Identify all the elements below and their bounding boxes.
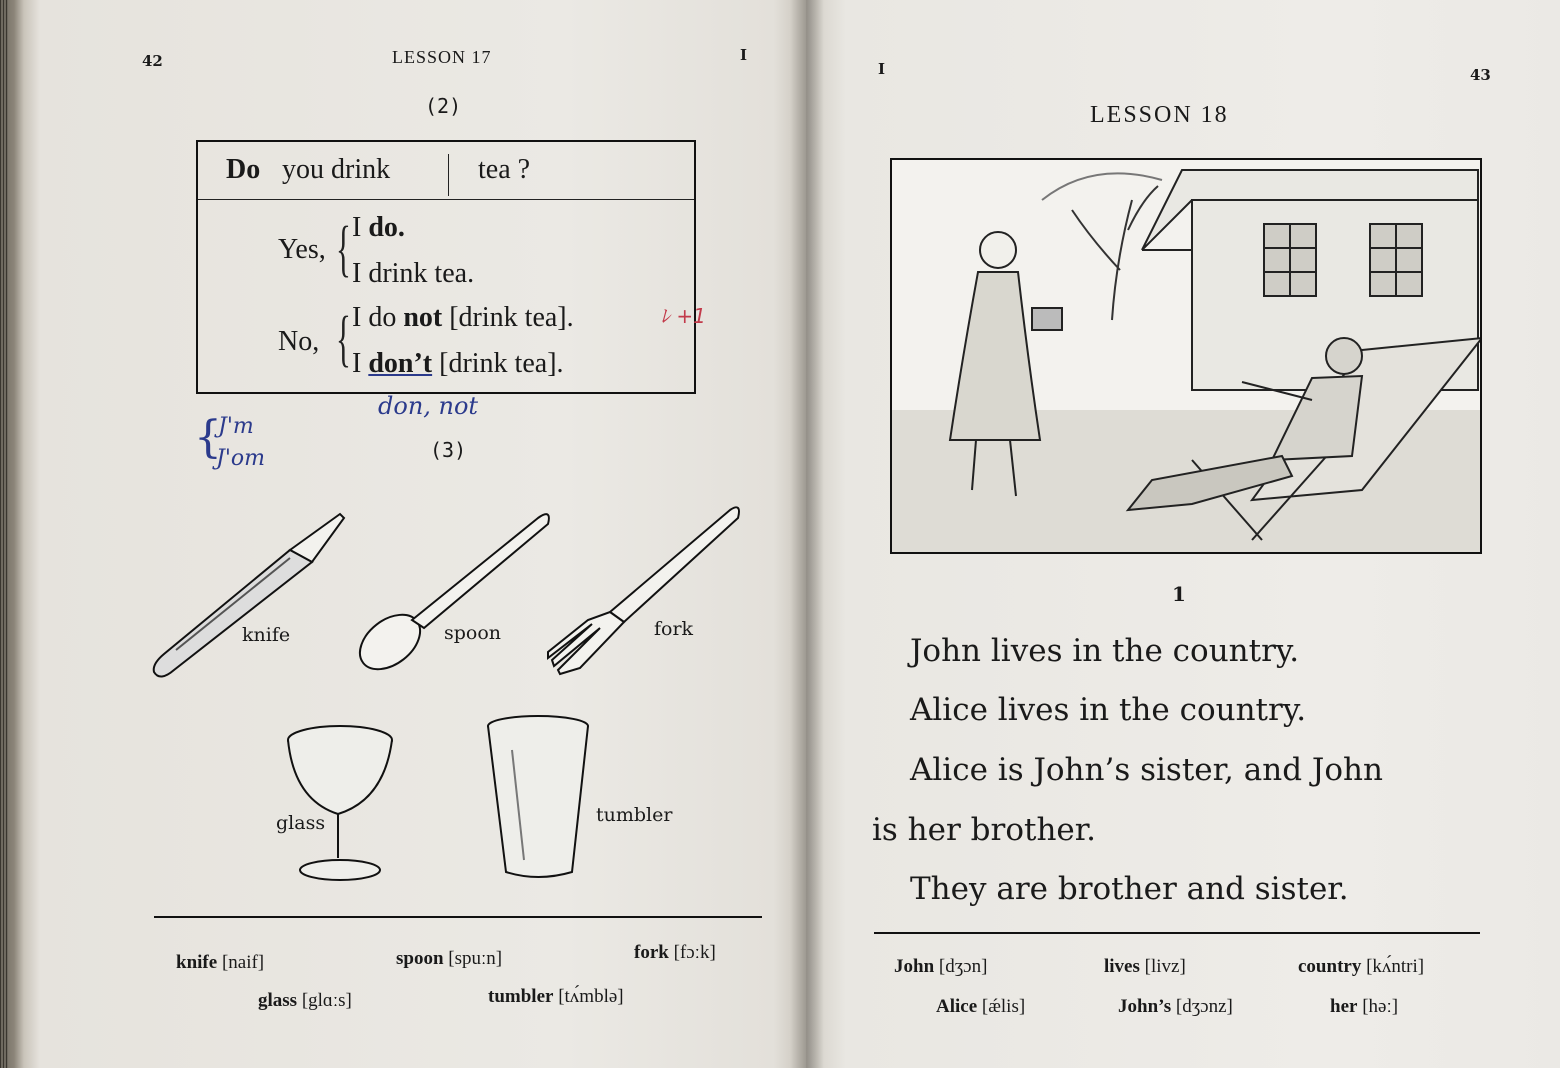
question-do: Do	[226, 154, 261, 185]
blue-handwritten-note-1: J'm	[218, 414, 254, 439]
vocab-john: John [dʒɔn]	[894, 956, 988, 977]
vocab-her: her [həː]	[1330, 996, 1399, 1017]
column-divider	[448, 154, 449, 196]
label-knife: knife	[242, 624, 291, 646]
reading-line-3: Alice is John’s sister, and John	[910, 752, 1383, 788]
girl-and-boy-picture	[892, 160, 1482, 554]
vocab-country: country [kʌ́ntri]	[1298, 956, 1425, 977]
spoon-icon	[350, 514, 549, 680]
yes-answer-1: I do.	[352, 212, 405, 243]
book-spine-shadow	[790, 0, 824, 1068]
vocab-lives: lives [livz]	[1104, 956, 1186, 977]
reading-line-5: They are brother and sister.	[910, 871, 1349, 907]
no-label: No,	[278, 326, 320, 357]
label-glass: glass	[276, 812, 326, 834]
no-answer-2: I don’t [drink tea].	[352, 348, 564, 379]
vocab-rule-right	[874, 932, 1480, 934]
cutlery-illustrations	[140, 500, 760, 700]
knife-icon	[154, 514, 344, 677]
reading-line-2: Alice lives in the country.	[910, 692, 1307, 728]
blue-handwritten-note-under: don, not	[378, 392, 479, 420]
reading-line-1: John lives in the country.	[910, 633, 1300, 669]
vocab-glass: glass [glɑːs]	[258, 990, 352, 1011]
vocab-fork: fork [fɔːk]	[634, 942, 716, 963]
tumbler-icon	[488, 716, 588, 877]
no-brace: {	[336, 305, 351, 373]
header-marker-right: I	[878, 60, 886, 78]
header-marker: I	[740, 46, 748, 64]
question-object: tea ?	[478, 154, 531, 185]
vocab-spoon: spoon [spuːn]	[396, 948, 503, 969]
question-rest: you drink	[282, 154, 391, 185]
page-number: 42	[142, 52, 163, 70]
label-spoon: spoon	[444, 622, 502, 644]
glassware-illustrations	[280, 710, 600, 890]
glass-icon	[288, 726, 392, 880]
vocab-knife: knife [naif]	[176, 952, 265, 973]
lesson-title: LESSON 18	[1090, 102, 1229, 128]
grammar-question-row	[198, 142, 694, 200]
vocab-alice: Alice [ǽlis]	[936, 996, 1026, 1017]
yes-label: Yes,	[278, 234, 326, 265]
label-tumbler: tumbler	[596, 804, 673, 826]
page-number-right: 43	[1470, 66, 1491, 84]
yes-answer-2: I drink tea.	[352, 258, 475, 289]
reading-line-4: is her brother.	[872, 812, 1097, 848]
red-handwritten-note: ﾚ +1	[660, 304, 706, 328]
label-fork: fork	[654, 618, 694, 640]
no-answer-1: I do not [drink tea].	[352, 302, 574, 333]
lesson-illustration	[890, 158, 1482, 554]
section-label-2: (2)	[425, 94, 462, 118]
lesson-header: LESSON 17	[392, 47, 492, 67]
blue-handwritten-note-2: J'om	[216, 446, 265, 471]
blue-brace-mark: {	[194, 412, 222, 463]
grammar-table	[196, 140, 696, 394]
section-label-3: (3)	[430, 438, 467, 462]
yes-brace: {	[336, 215, 351, 283]
page-edges	[0, 0, 8, 1068]
vocab-rule	[154, 916, 762, 918]
fork-icon	[548, 507, 739, 674]
vocab-tumbler: tumbler [tʌ́mblə]	[488, 986, 624, 1007]
section-number: 1	[1172, 582, 1186, 606]
vocab-johns: John’s [dʒɔnz]	[1118, 996, 1233, 1017]
